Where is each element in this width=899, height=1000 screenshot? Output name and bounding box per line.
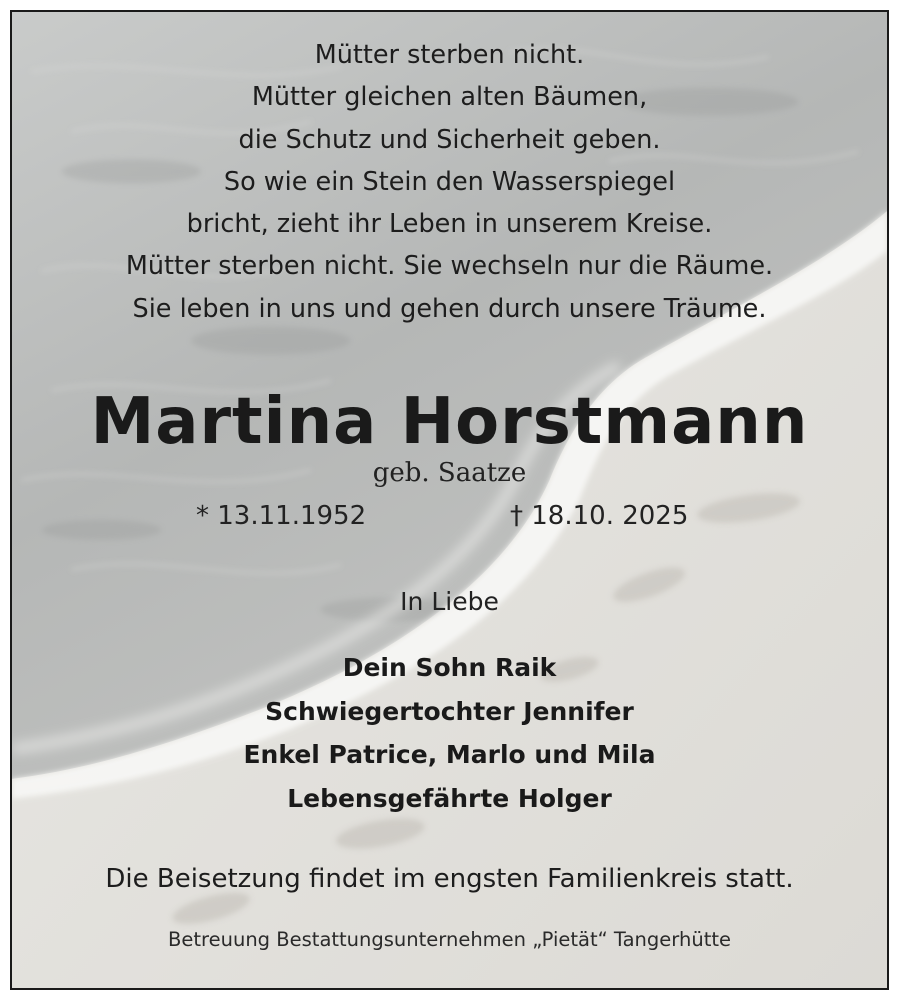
poem-line: Mütter sterben nicht. Sie wechseln nur die Räume.: [125, 251, 774, 282]
death-date: † 18.10. 2025: [510, 501, 689, 531]
memorial-poem: [12, 34, 887, 330]
poem-line: Mütter gleichen alten Bäumen,: [251, 82, 648, 113]
funeral-note: Die Beisetzung findet im engsten Familienkreis statt.: [105, 864, 794, 894]
birth-name: geb. Saatze: [372, 458, 527, 488]
mourner-line: Enkel Patrice, Marlo und Mila: [243, 740, 656, 769]
mourner-line: Schwiegertochter Jennifer: [265, 696, 634, 726]
notice-content: [12, 12, 887, 988]
mourner-line: Dein Sohn Raik: [342, 653, 557, 682]
mourner-line: Lebensgefährte Holger: [287, 783, 612, 813]
farewell-text: In Liebe: [400, 587, 499, 616]
undertaker-note: Betreuung Bestattungsunternehmen „Pietät“ Tangerhütte: [168, 928, 731, 951]
poem-line: bricht, zieht ihr Leben in unserem Kreise.: [186, 209, 713, 240]
birth-date: * 13.11.1952: [196, 501, 367, 531]
mourners-list: [12, 646, 887, 820]
obituary-notice: [10, 10, 889, 990]
deceased-name: Martina Horstmann: [90, 385, 809, 459]
life-dates: [12, 498, 887, 534]
poem-line: So wie ein Stein den Wasserspiegel: [223, 166, 676, 197]
poem-line: die Schutz und Sicherheit geben.: [238, 124, 661, 155]
poem-line: Sie leben in uns und gehen durch unsere Träume.: [132, 293, 767, 324]
poem-line: Mütter sterben nicht.: [314, 40, 585, 70]
